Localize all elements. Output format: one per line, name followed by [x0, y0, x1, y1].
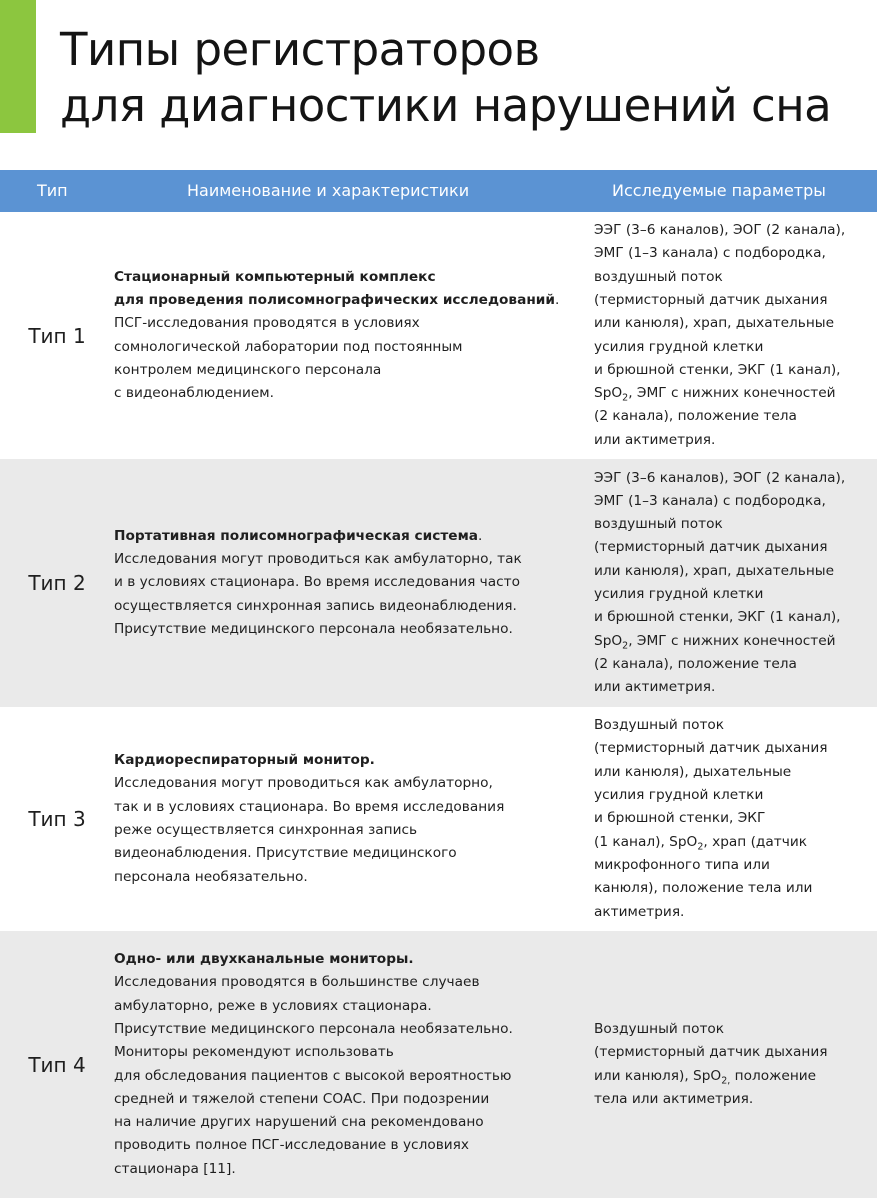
params-spo2-line — [594, 382, 877, 405]
spo2-after: , ЭМГ с нижних конечностей — [628, 385, 836, 402]
params-line: (термисторный датчик дыхания — [594, 1044, 828, 1061]
params-line: ЭЭГ (3–6 каналов), ЭОГ (2 канала), — [594, 469, 846, 486]
params-line: усилия грудной клетки — [594, 787, 764, 804]
table-row — [0, 459, 877, 707]
description-line: персонала необязательно. — [114, 868, 308, 885]
row-params — [594, 459, 877, 707]
description-heading-text: Портативная полисомнографическая система — [114, 527, 478, 544]
row-type-label: Тип 2 — [28, 571, 86, 595]
description-heading-tail: . — [554, 291, 560, 308]
description-line: осуществляется синхронная запись видеонаблюдения. — [114, 597, 517, 614]
params-line: (термисторный датчик дыхания — [594, 291, 828, 308]
description-line: видеонаблюдения. Присутствие медицинского — [114, 845, 457, 862]
params-line: и брюшной стенки, ЭКГ (1 канал), — [594, 361, 841, 378]
params-line: (термисторный датчик дыхания — [594, 539, 828, 556]
row-description — [114, 459, 584, 707]
params-line: Воздушный поток — [594, 717, 725, 734]
params-spo2-line — [594, 630, 877, 653]
description-heading-text: Кардиореспираторный монитор. — [114, 752, 375, 769]
params-line: (2 канала), положение тела — [594, 408, 797, 425]
description-line: Исследования проводятся в большинстве случаев — [114, 974, 480, 991]
description-heading-line — [114, 948, 584, 971]
params-line: или актиметрия. — [594, 431, 716, 448]
description-heading-text: для проведения полисомнографических исследований — [114, 291, 555, 308]
description-line: на наличие других нарушений сна рекомендовано — [114, 1114, 484, 1131]
params-line: усилия грудной клетки — [594, 586, 764, 602]
spo2-subscript: 2 — [697, 841, 704, 853]
description-line: и в условиях стационара. Во время исследования часто — [114, 574, 521, 591]
params-line: ЭМГ (1–3 канала) с подбородка, — [594, 492, 826, 509]
params-line: микрофонного типа или — [594, 856, 770, 873]
description-heading-text: Стационарный компьютерный комплекс — [114, 268, 436, 285]
spo2-before: (1 канал), SpO — [594, 833, 698, 850]
table-header — [0, 170, 877, 212]
params-line: канюля), положение тела или — [594, 880, 813, 897]
params-line: или канюля), храп, дыхательные — [594, 562, 835, 579]
row-type-label: Тип 4 — [28, 1052, 86, 1077]
table-body — [0, 212, 877, 1198]
description-line: средней и тяжелой степени СОАС. При подозрении — [114, 1090, 490, 1107]
description-line: так и в условиях стационара. Во время исследования — [114, 798, 505, 815]
spo2-subscript: 2 — [622, 640, 629, 652]
spo2-subscript: 2 — [622, 392, 629, 404]
description-line: для обследования пациентов с высокой вероятностью — [114, 1067, 512, 1084]
description-heading-tail: . — [478, 527, 483, 544]
row-type-label: Тип 3 — [28, 807, 86, 831]
description-line: Присутствие медицинского персонала необязательно. — [114, 620, 513, 637]
description-line: стационара [11]. — [114, 1160, 236, 1177]
page-title — [60, 22, 831, 134]
description-line: с видеонаблюдением. — [114, 385, 274, 402]
spo2-before: или канюля), SpO — [594, 1067, 722, 1084]
description-line: проводить полное ПСГ-исследование в условиях — [114, 1137, 469, 1154]
params-line: ЭМГ (1–3 канала) с подбородка, — [594, 245, 826, 262]
row-params — [594, 707, 877, 931]
accent-bar — [0, 0, 36, 133]
description-line: ПСГ-исследования проводятся в условиях — [114, 315, 420, 332]
params-line: актиметрия. — [594, 903, 685, 920]
params-line: тела или актиметрия. — [594, 1090, 754, 1107]
params-line: воздушный поток — [594, 516, 723, 533]
description-line: сомнологической лаборатории под постоянным — [114, 338, 463, 355]
description-heading-line — [114, 749, 584, 772]
params-line: Воздушный поток — [594, 1020, 725, 1037]
recorder-types-table — [0, 170, 877, 1198]
description-line: Исследования могут проводиться как амбулаторно, — [114, 775, 493, 792]
row-description — [114, 931, 584, 1198]
header-description: Наименование и характеристики — [187, 181, 470, 200]
params-line: (2 канала), положение тела — [594, 655, 797, 672]
spo2-subscript: 2, — [721, 1075, 731, 1087]
header-type: Тип — [37, 181, 68, 200]
description-heading-line — [114, 525, 584, 548]
row-params — [594, 931, 877, 1198]
params-line: ЭЭГ (3–6 каналов), ЭОГ (2 канала), — [594, 222, 846, 239]
table-row — [0, 931, 877, 1198]
params-line: и брюшной стенки, ЭКГ — [594, 810, 766, 827]
description-line: амбулаторно, реже в условиях стационара. — [114, 997, 432, 1014]
description-line: Мониторы рекомендуют использовать — [114, 1044, 394, 1061]
params-spo2-line — [594, 831, 877, 854]
spo2-after: , храп (датчик — [703, 833, 807, 850]
table-row — [0, 212, 877, 459]
page-title-line-1: Типы регистраторов — [60, 23, 540, 76]
description-line: Исследования могут проводиться как амбулаторно, так — [114, 551, 522, 568]
row-params — [594, 212, 877, 459]
description-heading-text: Одно- или двухканальные мониторы. — [114, 951, 414, 968]
spo2-after: положение — [730, 1067, 817, 1084]
params-line: и брюшной стенки, ЭКГ (1 канал), — [594, 609, 841, 626]
table-row — [0, 707, 877, 931]
description-line: Присутствие медицинского персонала необязательно. — [114, 1020, 513, 1037]
row-type-label: Тип 1 — [28, 323, 86, 348]
description-line: реже осуществляется синхронная запись — [114, 822, 418, 838]
description-heading-line — [114, 289, 584, 312]
row-description — [114, 212, 584, 459]
params-line: воздушный поток — [594, 268, 723, 285]
spo2-after: , ЭМГ с нижних конечностей — [628, 632, 836, 649]
description-heading-line — [114, 266, 584, 289]
params-line: или канюля), дыхательные — [594, 763, 792, 780]
spo2-before: SpO — [594, 632, 623, 649]
description-line: контролем медицинского персонала — [114, 361, 382, 378]
params-line: или канюля), храп, дыхательные — [594, 315, 835, 332]
spo2-before: SpO — [594, 385, 623, 402]
params-line: (термисторный датчик дыхания — [594, 740, 828, 757]
row-description — [114, 707, 584, 931]
page-title-line-2: для диагностики нарушений сна — [60, 79, 832, 132]
header-params: Исследуемые параметры — [612, 181, 826, 200]
params-line: усилия грудной клетки — [594, 338, 764, 355]
params-line: или актиметрия. — [594, 679, 716, 696]
params-spo2-line — [594, 1065, 877, 1088]
